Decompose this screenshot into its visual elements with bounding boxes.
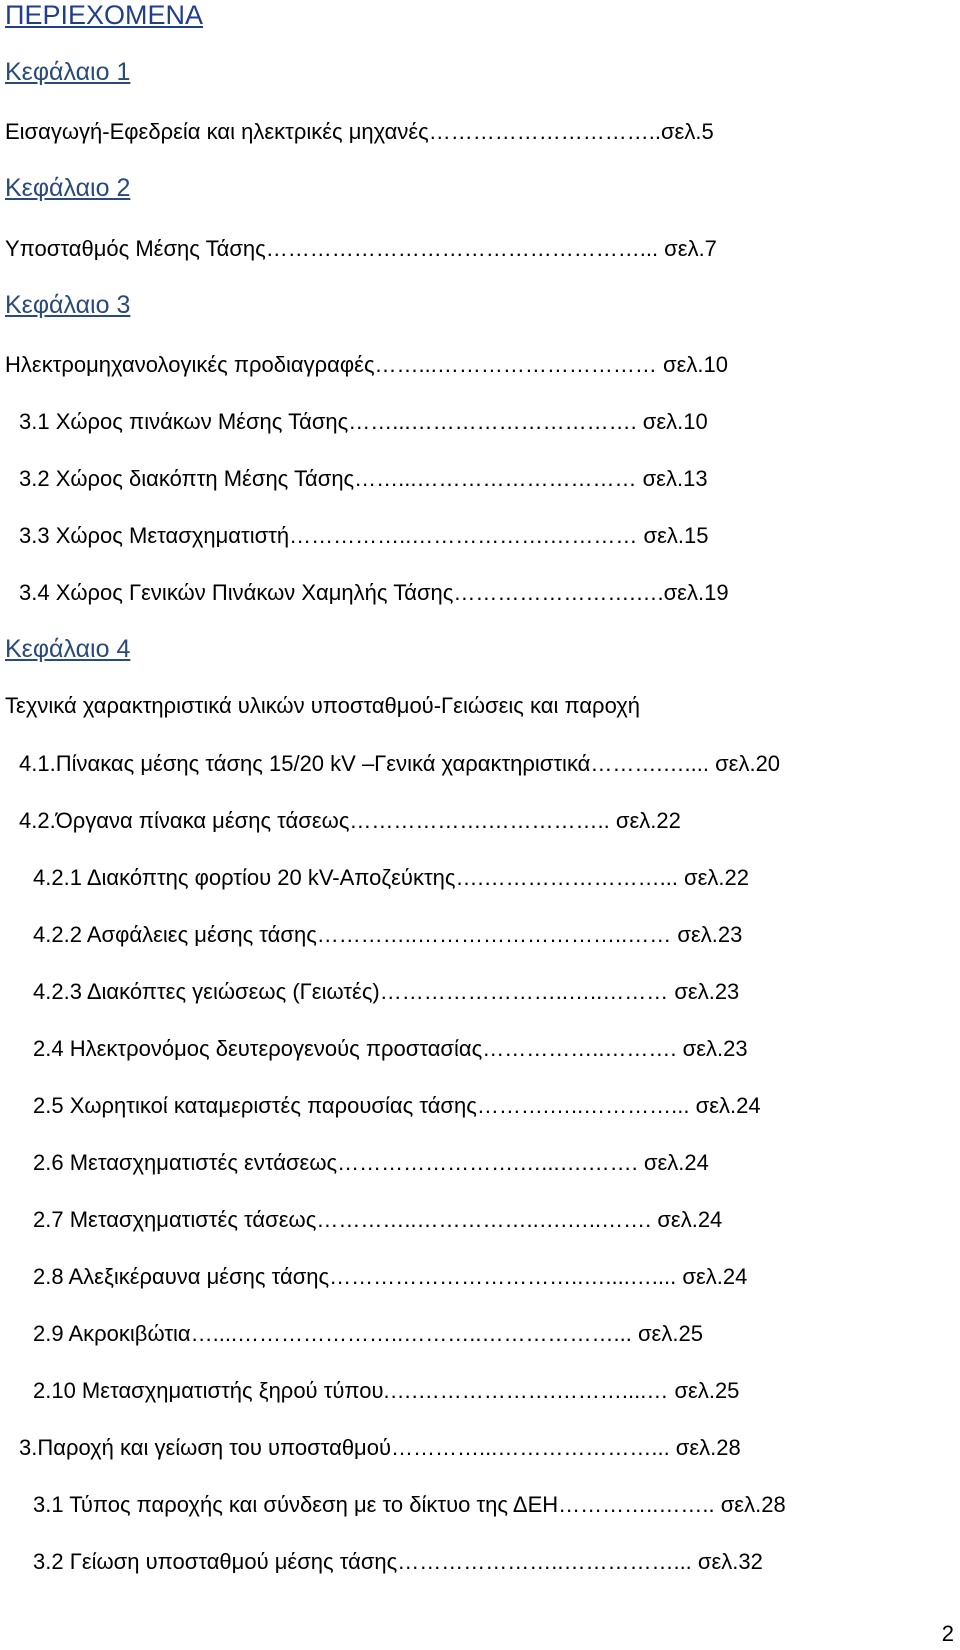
toc-entry: 2.8 Αλεξικέραυνα μέσης τάσης……………………………..…....….... σελ.24	[33, 1264, 748, 1289]
toc-entry: 2.4 Ηλεκτρονόμος δευτερογενούς προστασίας……………..………. σελ.23	[33, 1036, 748, 1061]
toc-entry: 2.5 Χωρητικοί καταμεριστές παρουσίας τάσης……….…..…………... σελ.24	[33, 1093, 761, 1118]
toc-entry: 3.1 Τύπος παροχής και σύνδεση με το δίκτυο της ΔΕΗ…………..…….. σελ.28	[33, 1492, 786, 1517]
toc-entry: 2.6 Μετασχηματιστές εντάσεως…………………….…...….……. σελ.24	[33, 1150, 709, 1175]
toc-entry: Ηλεκτρομηχανολογικές προδιαγραφές……...………………………… σελ.10	[5, 352, 728, 377]
toc-entry: 3.2 Γείωση υποσταθμού μέσης τάσης…………………..……………... σελ.32	[33, 1549, 763, 1574]
toc-title: ΠΕΡΙΕΧΟΜΕΝΑ	[5, 0, 204, 30]
page-number: 2	[941, 1621, 954, 1646]
chapter-heading-3: Κεφάλαιο 3	[5, 291, 131, 319]
toc-entry: 3.Παροχή και γείωση του υποσταθμού…………...…………………... σελ.28	[19, 1435, 741, 1460]
chapter-heading-1: Κεφάλαιο 1	[5, 58, 131, 86]
toc-entry: Υποσταθμός Μέσης Τάσης……………………………………………... σελ.7	[5, 236, 717, 261]
toc-entry: Εισαγωγή-Εφεδρεία και ηλεκτρικές μηχανές…………………………..σελ.5	[5, 119, 714, 144]
toc-entry: 4.1.Πίνακας μέσης τάσης 15/20 kV –Γενικά χαρακτηριστικά……….….... σελ.20	[19, 751, 781, 776]
toc-entry: 3.3 Χώρος Μετασχηματιστή……………..……………….………… σελ.15	[19, 523, 709, 548]
toc-entry: 3.4 Χώρος Γενικών Πινάκων Χαμηλής Τάσης…………………….….σελ.19	[19, 580, 729, 605]
toc-entry: 4.2.3 Διακόπτες γειώσεως (Γειωτές)……………………..…..……… σελ.23	[33, 979, 740, 1004]
toc-entry: Τεχνικά χαρακτηριστικά υλικών υποσταθμού-Γειώσεις και παροχή	[5, 693, 640, 718]
toc-entry: 3.2 Χώρος διακόπτη Μέσης Τάσης……...………………………… σελ.13	[19, 466, 708, 491]
toc-entry: 2.7 Μετασχηματιστές τάσεως…………..……………..….…..……. σελ.24	[33, 1207, 723, 1232]
toc-entry: 3.1 Χώρος πινάκων Μέσης Τάσης……...…………………………. σελ.10	[19, 409, 708, 434]
toc-entry: 4.2.Όργανα πίνακα μέσης τάσεως……………….…………….. σελ.22	[19, 808, 681, 833]
toc-entry: 2.9 Ακροκιβώτια…....…………………..………..………………... σελ.25	[33, 1321, 703, 1346]
chapter-heading-4: Κεφάλαιο 4	[5, 635, 131, 663]
chapter-heading-2: Κεφάλαιο 2	[5, 174, 131, 202]
toc-entry: 4.2.2 Ασφάλειες μέσης τάσης…………..………………………..…… σελ.23	[33, 922, 743, 947]
toc-entry: 2.10 Μετασχηματιστής ξηρού τύπου.….……………….………....… σελ.25	[33, 1378, 740, 1403]
toc-entry: 4.2.1 Διακόπτης φορτίου 20 kV-Αποζεύκτης….……………………... σελ.22	[33, 865, 750, 890]
